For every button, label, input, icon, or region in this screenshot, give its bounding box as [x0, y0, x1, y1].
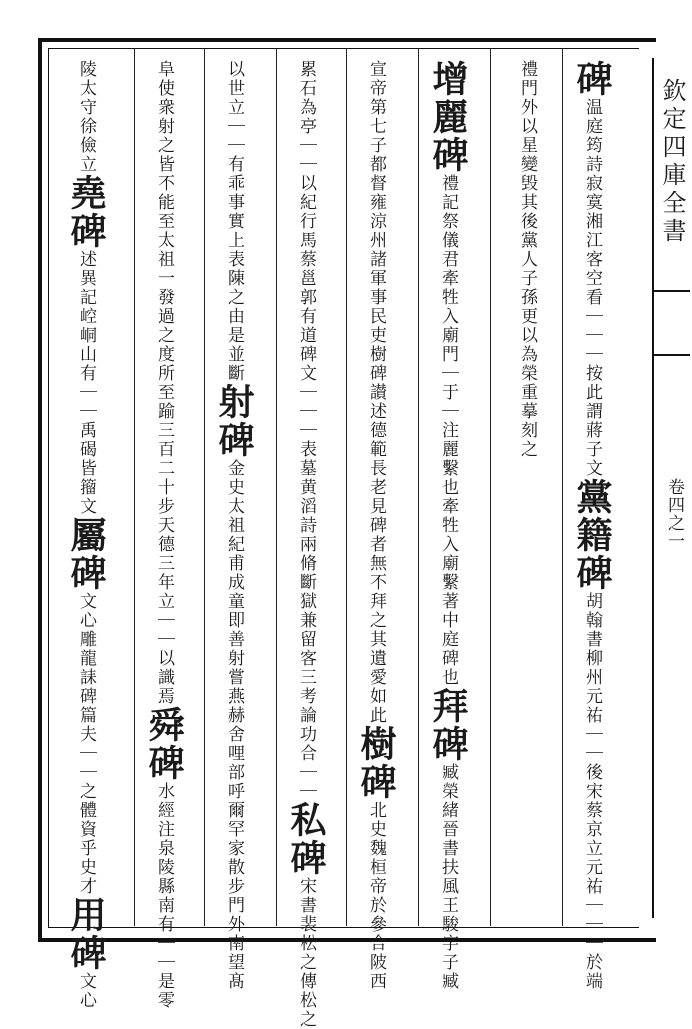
text-run: 宋蔡京立元祐｜｜｜於端 [582, 782, 602, 991]
text-run: 禮門外以星變毁其後黨人 [517, 60, 537, 269]
entry-heading: 麗碑 [427, 98, 469, 174]
column-rule [562, 48, 563, 926]
text-column [210, 60, 254, 991]
text-run: 文心雕龍誄碑篇夫 [76, 592, 96, 744]
entry-heading: 舜碑 [143, 706, 185, 782]
text-run: 上表陳之由是並斷 [224, 231, 244, 383]
entry-heading: 黨籍碑 [571, 478, 613, 592]
text-run: 禮記祭儀君牽牲入廟門｜于｜注 [438, 174, 458, 440]
text-run: 胡翰書柳州元祐｜｜後 [582, 592, 602, 782]
text-run: 宣帝第七子都督雍涼州諸軍事民吏樹碑讃 [366, 60, 386, 402]
text-run: 金史太祖紀甫成童即善射嘗燕赫 [224, 459, 244, 725]
entry-heading: 樹碑 [355, 725, 397, 801]
column-rule [276, 48, 277, 926]
text-run: 之傳松之 [296, 953, 316, 1029]
text-column [140, 60, 184, 1010]
text-column [424, 60, 468, 991]
text-run: 以世立｜｜有乖事實 [224, 60, 244, 231]
entry-heading: 用碑 [65, 896, 107, 972]
entry-heading: 射碑 [213, 383, 255, 459]
volume-label: 卷四之一 [664, 478, 684, 550]
text-run: 述德範長老見碑者無不拜之其遺愛如此 [366, 402, 386, 725]
margin-fishtail-mark [654, 290, 690, 292]
text-column [62, 60, 106, 1010]
text-run: 至踰三百二十步天德三年立｜｜以識焉 [154, 383, 174, 706]
text-run: 文心 [76, 972, 96, 1010]
margin-fishtail-mark [654, 354, 690, 356]
text-column [568, 60, 612, 991]
entry-heading: 私碑 [285, 801, 327, 877]
text-run: 陵太守 [76, 60, 96, 117]
column-rule [418, 48, 419, 926]
text-column [496, 60, 540, 459]
text-run: 水經注泉陵縣 [154, 782, 174, 896]
entry-heading: 增 [427, 60, 469, 98]
column-rule [204, 48, 205, 926]
text-run: 南有｜｜是零 [154, 896, 174, 1010]
text-run: ｜｜之體資乎史才 [76, 744, 96, 896]
text-run: 表墓黄滔詩兩脩斷獄兼留客三考論功合｜｜ [296, 440, 316, 801]
entry-heading: 拜碑 [427, 687, 469, 763]
text-run: ｜｜禹碣皆籀文 [76, 383, 96, 516]
text-run: 累石為亭｜｜以紀行馬蔡邕郭有道碑文｜｜｜ [296, 60, 316, 440]
entry-heading: 屬碑 [65, 516, 107, 592]
text-run: 舍哩部呼爾罕家散步門外南望髙 [224, 725, 244, 991]
text-run: 述異記崆峒山有 [76, 250, 96, 383]
entry-heading: 堯碑 [65, 174, 107, 250]
entry-heading: 碑 [571, 60, 613, 98]
column-rule [490, 48, 491, 926]
text-run: 於參合陂西 [366, 896, 386, 991]
text-run: 徐儉立 [76, 117, 96, 174]
text-run: 臧榮緒晉書扶 [438, 763, 458, 877]
text-run: 宋書裴松 [296, 877, 316, 953]
text-column [282, 60, 326, 1029]
text-run: 風王駿字子臧 [438, 877, 458, 991]
inner-border [48, 48, 639, 928]
book-header: 欽定四庫全書 [658, 78, 686, 246]
text-column [352, 60, 396, 991]
page-edge-margin [652, 58, 692, 918]
text-run: 阜使衆射之皆不能至太祖一發過之度所 [154, 60, 174, 383]
text-run: 子孫更以為榮重摹刻之 [517, 269, 537, 459]
text-run: 温庭筠詩寂寞湘江客空 [582, 98, 602, 288]
text-run: 看｜｜｜按此謂蔣子文 [582, 288, 602, 478]
text-run: 北史魏桓帝 [366, 801, 386, 896]
column-rule [346, 48, 347, 926]
text-run: 麗繫也牽牲入廟繫著中庭碑也 [438, 440, 458, 687]
column-rule [134, 48, 135, 926]
